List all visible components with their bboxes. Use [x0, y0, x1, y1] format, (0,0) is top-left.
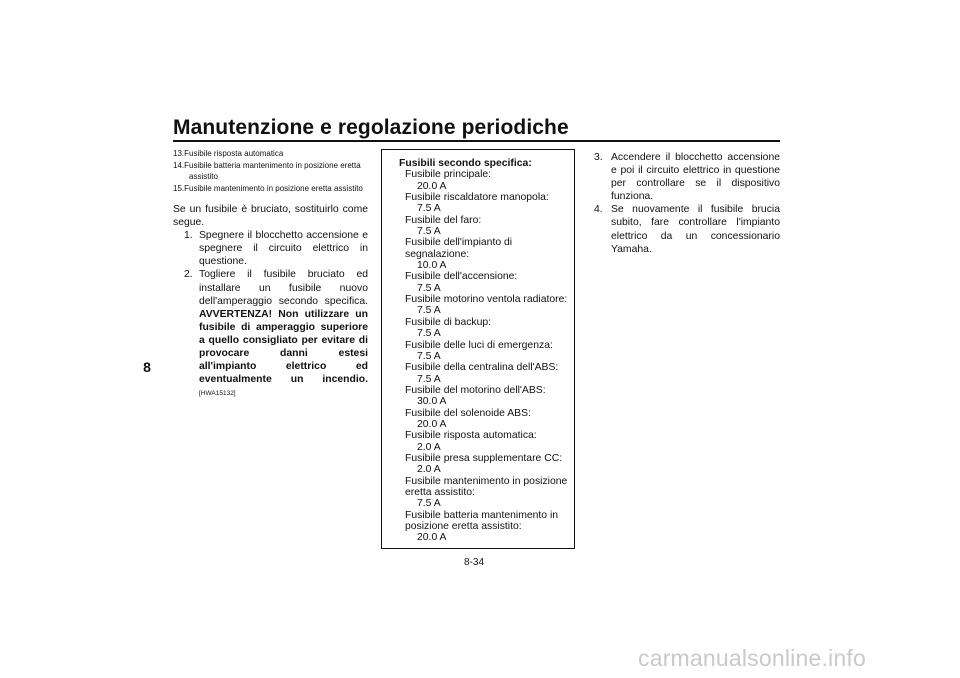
spec-fuse-value: 7.5 A [417, 328, 441, 340]
spec-fuse-value: 7.5 A [417, 305, 441, 317]
spec-title: Fusibili secondo specifica: [399, 158, 532, 169]
spec-fuse-value: 7.5 A [417, 282, 441, 294]
spec-items [405, 169, 574, 543]
spec-fuse-value: 7.5 A [417, 373, 441, 385]
spec-fuse-label: Fusibile batteria mantenimento in posizione eretta assistito: [405, 509, 559, 532]
step-number: 1. [184, 230, 193, 242]
spec-fuse-label: Fusibile riscaldatore manopola: [405, 192, 549, 204]
step-text: Togliere il fusibile bruciato ed installare un fusibile nuovo dell'amperaggio secondo specifica. [199, 269, 368, 307]
title-rule [173, 140, 780, 142]
intro-paragraph: Se un fusibile è bruciato, sostituirlo come segue. [173, 204, 368, 229]
spec-fuse-label: Fusibile dell'accensione: [405, 271, 518, 283]
spec-fuse-label: Fusibile risposta automatica: [405, 430, 537, 442]
step-number: 2. [184, 269, 193, 281]
warning-code: [HWA15132] [199, 390, 236, 398]
left-column [173, 148, 368, 400]
figure-legend [173, 148, 368, 194]
spec-fuse-value: 20.0 A [417, 180, 447, 192]
spec-fuse-value: 7.5 A [417, 226, 441, 238]
spec-fuse-value: 10.0 A [417, 260, 447, 272]
spec-fuse-value: 7.5 A [417, 350, 441, 362]
legend-item: 15.Fusibile mantenimento in posizione eretta assistito [173, 184, 363, 193]
spec-fuse-label: Fusibile delle luci di emergenza: [405, 339, 553, 351]
fuse-spec-box [381, 149, 575, 549]
spec-fuse-value: 20.0 A [417, 532, 447, 544]
spec-fuse-label: Fusibile mantenimento in posizione eretta assistito: [405, 475, 568, 498]
spec-fuse-label: Fusibile della centralina dell'ABS: [405, 362, 559, 374]
spec-fuse-label: Fusibile del solenoide ABS: [405, 407, 531, 419]
page-number: 8-34 [464, 557, 485, 568]
spec-fuse-value: 2.0 A [417, 441, 441, 453]
spec-fuse-value: 7.5 A [417, 498, 441, 510]
watermark-link[interactable]: carmanualsonline.info [638, 645, 866, 671]
step-text: Se nuovamente il fusibile brucia subito, fare controllare l'impianto elettrico da un concessionario Yamaha. [611, 204, 780, 255]
step-number: 3. [594, 152, 603, 163]
steps-list-right [594, 151, 780, 256]
spec-fuse-value: 7.5 A [417, 203, 441, 215]
step-item [173, 268, 368, 400]
page-title: Manutenzione e regolazione periodiche [173, 116, 569, 139]
step-item [173, 229, 368, 268]
steps-list-left [173, 229, 368, 400]
spec-fuse-label: Fusibile presa supplementare CC: [405, 452, 563, 464]
chapter-tab: 8 [143, 359, 151, 375]
spec-fuse-label: Fusibile dell'impianto di segnalazione: [405, 237, 513, 260]
spec-fuse-value: 2.0 A [417, 464, 441, 476]
legend-item: 14.Fusibile batteria mantenimento in posizione eretta assistito [173, 161, 361, 181]
spec-fuse-label: Fusibile del motorino dell'ABS: [405, 384, 546, 396]
step-number: 4. [594, 204, 603, 216]
spec-fuse-label: Fusibile principale: [405, 169, 492, 181]
step-item [594, 203, 780, 255]
step-text: Accendere il blocchetto accensione e poi il circuito elettrico in questione per controllare se il dispositivo funziona. [611, 152, 780, 203]
spec-fuse-value: 20.0 A [417, 418, 447, 430]
legend-item: 13.Fusibile risposta automatica [173, 149, 284, 158]
right-column [594, 151, 780, 256]
spec-fuse-label: Fusibile del faro: [405, 214, 482, 226]
step-text: Spegnere il blocchetto accensione e spegnere il circuito elettrico in questione. [199, 230, 368, 268]
step-item [594, 151, 780, 203]
spec-fuse-label: Fusibile motorino ventola radiatore: [405, 294, 568, 306]
spec-fuse-value: 30.0 A [417, 396, 447, 408]
warning-text: AVVERTENZA! Non utilizzare un fusibile di amperaggio superiore a quello consigliato per evitare di provocare danni estesi all'impianto elettrico ed eventualmente un incendio. [199, 308, 368, 386]
spec-fuse-label: Fusibile di backup: [405, 316, 492, 328]
